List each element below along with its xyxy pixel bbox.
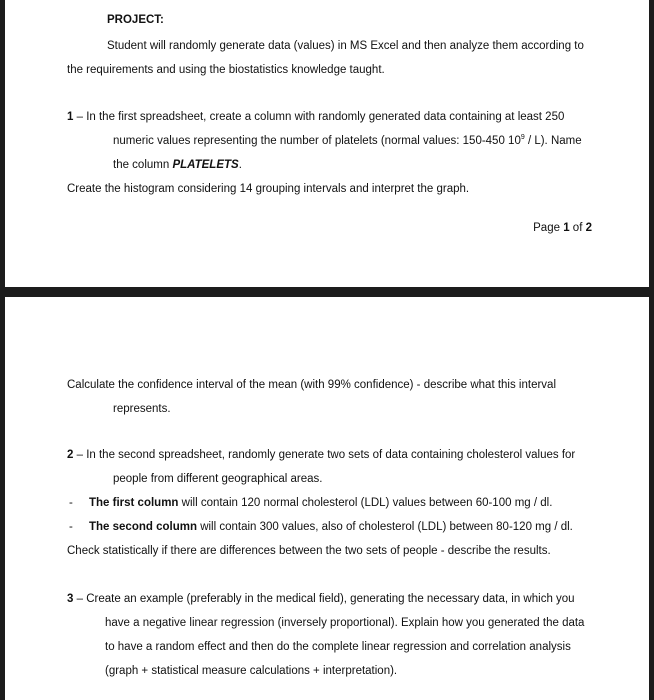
page-footer-prefix: Page	[533, 222, 564, 234]
page-separator	[0, 287, 654, 297]
page-total-number: 2	[585, 222, 592, 234]
task-1-line-3-end: .	[238, 159, 242, 171]
task-2-number: 2	[67, 449, 74, 461]
task-2-check-line: Check statistically if there are differences between the two sets of people - describe the results.	[67, 545, 551, 557]
task-3-line-2: have a negative linear regression (inversely proportional). Explain how you generated the data	[105, 617, 585, 629]
bullet-first-column-text: will contain 120 normal cholesterol (LDL) values between 60-100 mg / dl.	[178, 497, 553, 509]
bullet-second-column-text: will contain 300 values, also of cholesterol (LDL) between 80-120 mg / dl.	[197, 521, 573, 533]
task-3-line-1-text: – Create an example (preferably in the medical field), generating the necessary data, in which you	[73, 593, 575, 605]
task-1-line-1	[67, 109, 564, 125]
bullet-first-column-label: The first column	[89, 497, 179, 509]
page-current-number: 1	[563, 222, 570, 234]
task-1-histogram-instruction: Create the histogram considering 14 grouping intervals and interpret the graph.	[67, 183, 470, 195]
task-2-line-2: people from different geographical areas.	[113, 473, 323, 485]
task-1-line-3	[113, 157, 242, 173]
task-1-line-3-text: the column	[113, 159, 173, 171]
page-footer	[533, 220, 592, 236]
bullet-second-column	[89, 519, 573, 535]
task-1-line-2-unit: / L). Name	[524, 135, 582, 147]
task-1-line-1-text: – In the first spreadsheet, create a column with randomly generated data containing at least 250	[73, 111, 565, 123]
bullet-first-column	[89, 495, 552, 511]
task-3-line-3: to have a random effect and then do the complete linear regression and correlation analysis	[105, 641, 571, 653]
exponent: 9	[520, 134, 525, 142]
right-frame-border	[649, 0, 654, 700]
confidence-interval-line-2: represents.	[113, 403, 171, 415]
bullet-second-column-label: The second column	[89, 521, 197, 533]
task-3-line-4: (graph + statistical measure calculations + interpretation).	[105, 665, 398, 677]
intro-text-line-2: the requirements and using the biostatistics knowledge taught.	[67, 64, 385, 76]
task-3-line-1	[67, 591, 575, 607]
task-1-line-2-text: numeric values representing the number of platelets (normal values: 150-450 10	[113, 135, 521, 147]
bullet-marker: -	[69, 521, 73, 533]
task-1-number: 1	[67, 111, 74, 123]
task-3-number: 3	[67, 593, 74, 605]
page-footer-middle: of	[569, 222, 586, 234]
intro-text-line-1: Student will randomly generate data (values) in MS Excel and then analyze them according to	[107, 40, 584, 52]
document-page-2	[5, 297, 649, 700]
task-1-line-2	[113, 133, 582, 149]
confidence-interval-line-1: Calculate the confidence interval of the mean (with 99% confidence) - describe what this interval	[67, 379, 557, 391]
bullet-marker: -	[69, 497, 73, 509]
document-page-1	[5, 0, 649, 287]
task-2-line-1-text: – In the second spreadsheet, randomly generate two sets of data containing cholesterol values for	[73, 449, 576, 461]
column-name-platelets: PLATELETS	[172, 159, 239, 171]
project-heading: PROJECT:	[107, 14, 164, 26]
task-2-line-1	[67, 447, 575, 463]
